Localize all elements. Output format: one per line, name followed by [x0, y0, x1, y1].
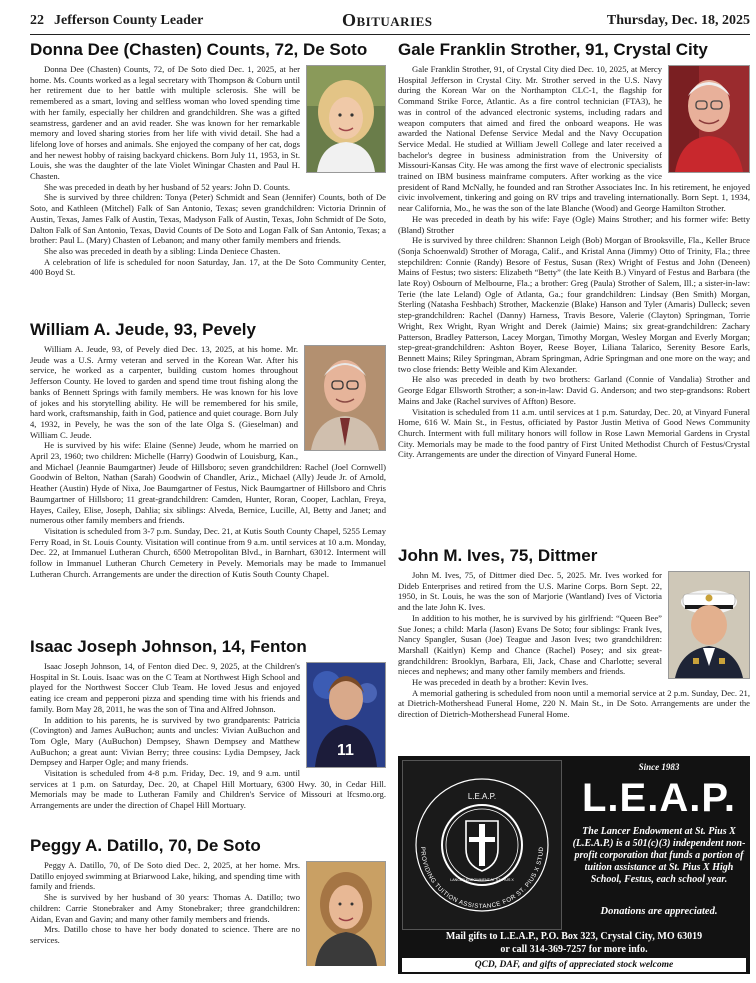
issue-date: Thursday, Dec. 18, 2025 — [606, 13, 750, 28]
paragraph: Peggy A. Datillo, 70, of De Soto died Dec. 2, 2025, at her home. Mrs. Datillo enjoyed swimming at Briarwood Lake, hiking, and spending time with family and friends. — [30, 860, 300, 892]
portrait-photo-strother — [668, 65, 750, 173]
paragraph: He was preceded in death by a brother: Kevin Ives. — [412, 677, 589, 688]
paragraph: Gale Franklin Strother, 91, of Crystal City died Dec. 10, 2025, at Mercy Hospital Jefferson in Crystal City. Mr. Strother served in the U.S. Navy during the Korean War on the Northampton CLC-1, the flagship for Command Strike Force, Atlantic. As a fire control technician (FTA3), he was in control of the advanced electronic systems, including radars and weapon computers that aimed and fired the onboard weapons. He was awarded the National Defense Service Medal and the Navy Occupation Service Medal. He studied at William Jewell College and later received a bachelor's degree in business administration from the University of Missouri-Kansas City. He was among the first wave of electronic specialists trained on IBM business mainframe computers. After working as the vice president of Rand McNally, he founded and ran Strother Associates Inc. In his retirement, he enjoyed civic involvement, tinkering and going on RV trips and traveling internationally. Born Sept. 1, 1934, near California, Mo., he was the son of the late Blanche (Wood) and George Hamilton Strother. — [398, 64, 750, 214]
paragraph: Visitation is scheduled from 4-8 p.m. Friday, Dec. 19, and 9 a.m. until services at 1 p.m. on Saturday, Dec. 20, at Chapel Hill Mortuary, 6300 Hwy. 30, in Cedar Hill. Memorials may be made to Lutheran Family and Children's Service of Missouri at lfcsmo.org. Arrangements are under the direction of Chapel Hill Mortuary. — [30, 768, 386, 811]
paragraph: Visitation is scheduled from 11 a.m. until services at 1 p.m. Saturday, Dec. 20, at Vinyard Funeral Home, 616 W. Main St., in Festus, officiated by Pastor Justin Metiva of Good News Community Church. Interment with full military honors will follow in Rose Lawn Memorial Gardens in Crystal City. Memorials may be made to the food pantry of First United Methodist Church of Festus/Crystal City. Arrangements are under the direction of Vinyard Funeral Home. — [398, 406, 750, 460]
paragraph: Visitation is scheduled from 3-7 p.m. Sunday, Dec. 21, at Kutis South County Chapel, 5255 Lemay Ferry Road, in St. Louis County. Visitation will continue from 9 a.m. until services at 10 a.m. Monday, Dec. 22, at Immanuel Lutheran Church, 6500 Metropolitan Blvd., in Barnhart, 63012. Interment will follow in Immanuel Lutheran Church Cemetery in Pevely. Memorials may be made to Immanuel Lutheran Church. Arrangements are under the direction of Kutis South County Chapel. — [30, 525, 386, 579]
portrait-photo-counts — [306, 65, 386, 173]
leap-mailing-info — [402, 930, 746, 956]
paragraph: A celebration of life is scheduled for noon Saturday, Jan. 17, at the De Soto Community Center, 400 Boyd St. — [30, 256, 386, 278]
paragraph: She is survived by three children: Tonya (Peter) Schmidt and Sean (Jennifer) Counts, both of De Soto, and Kathleen (Mitchel) Falk of San Antonio, Texas; seven grandchildren: Victoria Drinnin of Austin, Texas, James Falk of Austin, Texas, Madyson Falk of Austin, Texas, John Schmidt of De Soto, Dalton Falk of San Antonio, Texas, David Counts of De Soto and Logan Falk of San Antonio, Texas; a brother: Paul L. (Mary) Chasten of Lebanon; and many other family members and friends. — [30, 192, 386, 246]
leap-since: Since 1983 — [638, 762, 680, 772]
obituary-title: Isaac Joseph Johnson, 14, Fenton — [30, 637, 307, 656]
leap-description: The Lancer Endowment at St. Pius X (L.E.A.P.) is a 501(c)(3) independent non-profit corporation that funds a portion of tuition assistance at St. Pius X High School, Festus, each school year. — [572, 826, 746, 885]
seal-inner-text: LANCER ENDOWMENT AT ST. PIUS X — [450, 878, 514, 882]
paragraph: She is survived by her husband of 30 years: Thomas A. Datillo; two children: Carrie Stonebraker and Amy Stonebraker; three grandchildren: Aidan, Evan and Gavin; and many other family members and friends. — [30, 892, 300, 924]
portrait-photo-johnson — [306, 662, 386, 768]
paragraph: He is survived by three children: Shannon Leigh (Bob) Morgan of Brooksville, Fla., Keller Bruce (Sonja Schoenwald) Strother of Moraga, Calif., and Kristal Anna (Jimmy) Otto of Trinity, Fla.; three stepchildren: Connie (Randy) Besore of Festus, Susan (Rex) Wright of Festus and John (Deneen) Mains of Festus; two sisters: Elizabeth “Betty” (the late Keith B.) Vinyard of Festus and Barbara (the late Roy) Osbourn of Melbourne, Fla.; a brother: Greg (Paula) Strother of Salem, Ill.; a sister-in-law: Terie (the late Leland) Ogle of Atlanta, Ga.; four grandchildren: Lindsay (Ben Smith) Morgan, Sterling (Natasha Feshbach) Strother, Mackenzie (Blake) Hanson and Tyler (Amaris) Dulleck; seven step-grandchildren: Rachel (Danny) Harness, Travis Besore, Valerie (Clayton) Springman, Torrie Wright, Rex Wright, Ryan Wright and Derek (Jaimie) Mains; six great-grandchildren: Zachary Patterson, Bradley Patterson, Lacey Morgan, Timothy Morgan, Wesley Morgan and Everly Morgan; step-great-grandchildren: Ashton Boyer, Reese Boyer, Liliana Talarico, Serenity Besore Earls, Bennett Mains; Riley Springman, Abram Springman, Adrie Springman and one more on the way; and two close friends: Betty Weible and Kim Alexander. — [398, 235, 750, 374]
portrait-photo-jeude — [304, 345, 386, 451]
seal-top-text: L.E.A.P. — [467, 792, 497, 801]
obituary-jeude — [30, 320, 386, 633]
svg-text:11: 11 — [337, 742, 354, 759]
obituary-title: John M. Ives, 75, Dittmer — [398, 546, 598, 565]
paragraph: William A. Jeude, 93, of Pevely died Dec. 13, 2025, at his home. Mr. Jeude was a U.S. Army veteran and served in the Korean War. After his service, he worked as a carpenter, building custom homes throughout Jefferson County. He loved to garden and spend time trout fishing along the banks of Bennett Springs with family members. He was known for his love of jokes and his storytelling ability. He will be remembered for his smile, hard work, craftsmanship, faith in God, patience and quiet courage. Born July 4, 1932, in Pevely, he was the son of the late Olga S. (Gieselman) and William C. Jeude. — [30, 344, 298, 440]
portrait-photo-datillo — [306, 861, 386, 966]
paragraph: In addition to his mother, he is survived by his girlfriend: “Queen Bee” Sue Jones; a child: Marla (Jason) Evans De Soto; four siblings: Frank Ives, Nancy Spangler, Susan (Joe) Teague and Jason Ives; two grandchildren: Marshall (Kaitlyn) Kemp and Chance (Rachel) Posey; and six great-grandchildren: Brooklyn, Barbara, Eli, Jack, Chase and Charlotte; several nieces and nephews; and many other family members and friends. — [398, 612, 662, 677]
leap-advertisement — [398, 756, 750, 974]
paragraph: She also was preceded in death by a sibling: Linda Deniece Chasten. — [44, 245, 281, 256]
obituary-counts — [30, 40, 386, 315]
obituary-title: William A. Jeude, 93, Pevely — [30, 320, 256, 339]
paragraph: John M. Ives, 75, of Dittmer died Dec. 5, 2025. Mr. Ives worked for Dideb Enterprises and retired from the U.S. Marine Corps. Born Sept. 22, 1950, in St. Louis, he was the son of Marjorie (Wantland) Ives of Victoria and the late John K. Ives. — [398, 570, 662, 613]
obituary-johnson — [30, 637, 386, 833]
shield-cross-icon — [466, 821, 498, 871]
paragraph: Isaac Joseph Johnson, 14, of Fenton died Dec. 9, 2025, at the Children's Hospital in St. Louis. Isaac was on the C Team at Northwest High School and played for the Northwest Soccer Club Team. He loved Jesus and enjoyed eating ice cream and pepperoni pizza and spending time with his friends and family. Born May 28, 2011, he was the son of Tina and Alfred Johnson. — [30, 661, 300, 714]
section-title: Obituaries — [342, 10, 433, 30]
masthead — [30, 8, 750, 35]
left-column — [30, 40, 386, 966]
paragraph: He is survived by his wife: Elaine (Senne) Jeude, whom he married on April 23, 1960; two children: Michelle (Harry) Goodwin of Louisburg, Kan., and Michael (Jeannie Baumgartner) Jeude of Hillsboro; seven grandchildren: Rachel (Joel Cornwell) Goodwin of Belton, Nathan (Sarah) Goodwin of Chandler, Ariz., Michael (Ally) Jeude Jr. of Arnold, Heather (Austin) Hyde of Nixa, Joe Baumgartner of Festus, Nick Baumgartner of Hillsboro and Chris Baumgartner of Hillsboro; 11 great-grandchildren: Camden, Hunter, Roran, Cooper, Lachlan, Freya, Hayes, Cailey, Elise, Joseph, Dahlia; six siblings: Alveda, Bernice, Lucille, Al, Betty and Janet; and numerous other family members and friends. — [30, 440, 386, 526]
obituary-datillo — [30, 836, 386, 966]
right-column — [398, 40, 750, 752]
leap-phone: or call 314-369-7257 for more info. — [500, 944, 648, 955]
obituary-title: Gale Franklin Strother, 91, Crystal City — [398, 40, 708, 59]
leap-footer-banner: QCD, DAF, and gifts of appreciated stock welcome — [402, 958, 746, 972]
paragraph: A memorial gathering is scheduled from noon until a memorial service at 2 p.m. Sunday, Dec. 21, at Dietrich-Mothershead Funeral Home, 220 N. Main St., in De Soto. Arrangements are under the direction of Dietrich-Mothershead Funeral Home. — [398, 687, 750, 720]
leap-seal-logo — [402, 760, 562, 930]
paragraph: He also was preceded in death by two brothers: Garland (Connie of Vandalia) Strother and George Edgar Ellsworth Strother; a son-in-law: David G. Anderson; and two step-grandsons: Robert Mains and Jake (Rachel survives of Affton) Besore. — [398, 374, 750, 406]
paragraph: Mrs. Datillo chose to have her body donated to science. There are no services. — [30, 924, 300, 945]
paragraph: She was preceded in death by her husband of 52 years: John D. Counts. — [44, 181, 291, 192]
paper-name: Jefferson County Leader — [54, 13, 204, 28]
paragraph: Donna Dee (Chasten) Counts, 72, of De Soto died Dec. 1, 2025, at her home. Ms. Counts worked as a legal secretary with Thompson & Coburn until her retirement due to her battle with multiple sclerosis. She will be remembered as a smart, loving and selfless woman who loved spending time with her family, especially her children and grandchildren. She was a gifted seamstress, gardener and an avid reader. She was known for her remarkable memory and loved sharing stories from her life with vivid detail. She had a lifelong love of horses and animals. She enjoyed the company of her cat, dogs and her newest hobby of raising backyard chickens. Born July 11, 1953, in St. Louis, she was the daughter of the late Violet Winingar Chasten and Paul H. Chasten. — [30, 64, 300, 182]
leap-mail-address: Mail gifts to L.E.A.P., P.O. Box 323, Crystal City, MO 63019 — [445, 931, 703, 942]
obituary-title: Donna Dee (Chasten) Counts, 72, De Soto — [30, 40, 368, 59]
svg-text:PROVIDING TUITION ASSISTANCE F — [403, 761, 545, 910]
leap-title: L.E.A.P. — [582, 776, 736, 820]
obituary-ives — [398, 546, 750, 752]
paragraph: In addition to his parents, he is survived by two grandparents: Patricia (Covington) and James AuBuchon; aunts and uncles: Vivian AuBuchon and Tom Ogle, Mary (AuBuchon) Dempsey, Shawn Dempsey and Matthew AuBuchon; a great aunt: Vivian Berry; three cousins: Lydia Dempsey, Jack Dempsey and Harper Ogle; and many friends. — [30, 714, 300, 768]
paragraph: He was preceded in death by his wife: Faye (Ogle) Mains Strother; and his former wife: Betty (Bland) Strother — [398, 213, 750, 235]
page-number: 22 — [30, 13, 44, 28]
portrait-photo-ives — [668, 571, 750, 679]
seal-arc-text: PROVIDING TUITION ASSISTANCE FOR ST. PIUS X STUD — [418, 846, 546, 911]
obituary-strother — [398, 40, 750, 540]
obituary-title: Peggy A. Datillo, 70, De Soto — [30, 836, 261, 855]
leap-donations-note: Donations are appreciated. — [600, 906, 718, 917]
